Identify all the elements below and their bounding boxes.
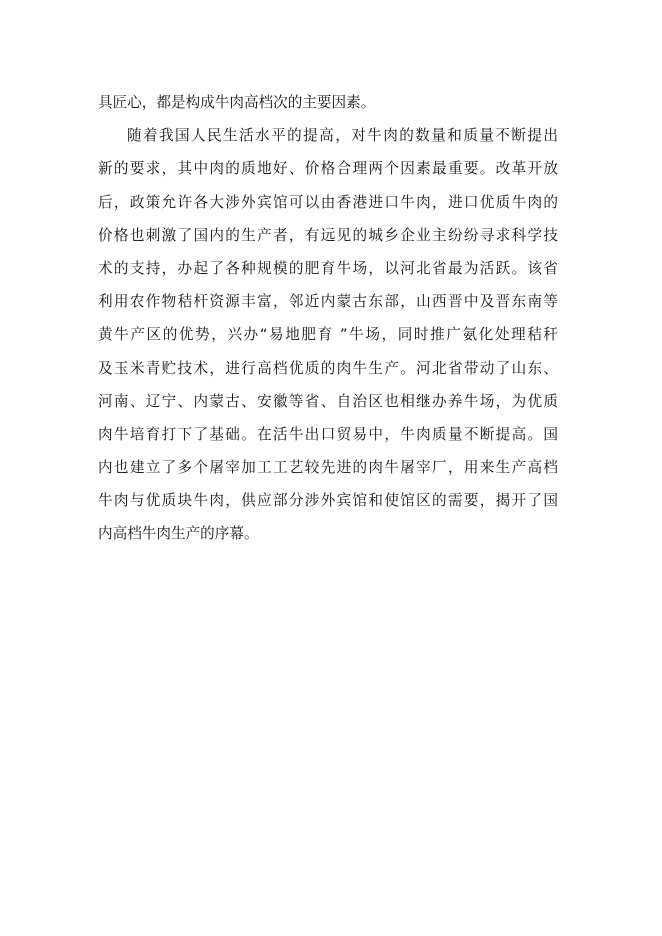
paragraph-2-line-6: 利用农作物秸杆资源丰富，邻近内蒙古东部，山西晋中及晋东南等 xyxy=(98,293,558,311)
paragraph-1-line-1: 具匠心，都是构成牛肉高档次的主要因素。 xyxy=(98,94,376,111)
paragraph-2-line-12: 牛肉与优质块牛肉，供应部分涉外宾馆和使馆区的需要，揭开了国 xyxy=(98,492,558,510)
document-body xyxy=(98,86,558,551)
paragraph-2-line-5: 术的支持，办起了各种规模的肥育牛场，以河北省最为活跃。该省 xyxy=(98,259,558,277)
paragraph-2-line-3: 后，政策允许各大涉外宾馆可以由香港进口牛肉，进口优质牛肉的 xyxy=(98,193,558,211)
paragraph-2-line-13: 内高档牛肉生产的序幕。 xyxy=(98,525,259,543)
paragraph-2-line-4: 价格也刺激了国内的生产者，有远见的城乡企业主纷纷寻求科学技 xyxy=(98,226,558,244)
paragraph-2-line-8: 及玉米青贮技术，进行高档优质的肉牛生产。河北省带动了山东、 xyxy=(98,359,558,377)
paragraph-2-line-10: 肉牛培育打下了基础。在活牛出口贸易中，牛肉质量不断提高。国 xyxy=(98,425,558,443)
paragraph-2-line-11: 内也建立了多个屠宰加工工艺较先进的肉牛屠宰厂，用来生产高档 xyxy=(98,459,558,477)
paragraph-2-line-7: 黄牛产区的优势，兴办“易地肥育 ”牛场，同时推广氨化处理秸秆 xyxy=(98,326,558,344)
paragraph-2-line-1: 随着我国人民生活水平的提高，对牛肉的数量和质量不断提出 xyxy=(127,127,558,145)
paragraph-2-line-2: 新的要求，其中肉的质地好、价格合理两个因素最重要。改革开放 xyxy=(98,160,558,178)
paragraph-2-line-9: 河南、辽宁、内蒙古、安徽等省、自治区也相继办养牛场，为优质 xyxy=(98,392,558,410)
